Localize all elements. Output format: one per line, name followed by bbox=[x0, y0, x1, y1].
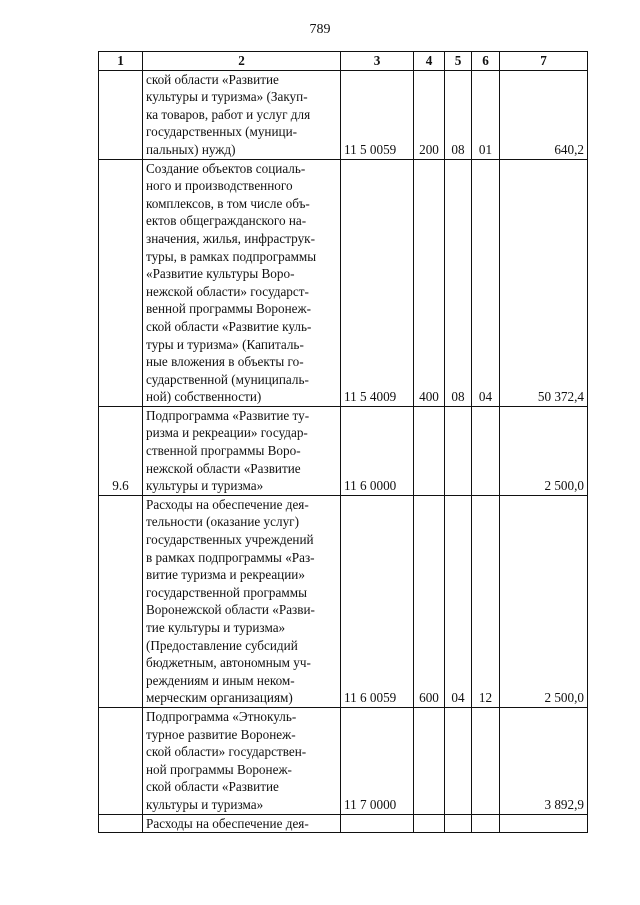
section-code: 08 bbox=[445, 70, 472, 159]
description-line: ектов общегражданского на- bbox=[146, 213, 307, 229]
description-line: государственных учреждений bbox=[146, 532, 314, 548]
description-line: туры, в рамках подпрограммы bbox=[146, 248, 317, 264]
subsection-code bbox=[472, 814, 500, 833]
description-line: бюджетным, автономным уч- bbox=[146, 655, 311, 671]
column-header-5: 5 bbox=[445, 52, 472, 71]
row-description bbox=[143, 159, 341, 406]
table-row bbox=[99, 159, 588, 406]
description-line: значения, жилья, инфраструк- bbox=[146, 230, 315, 246]
section-code bbox=[445, 814, 472, 833]
budget-table bbox=[98, 51, 588, 833]
row-description bbox=[143, 814, 341, 833]
target-article-code: 11 5 0059 bbox=[341, 70, 414, 159]
description-line: в рамках подпрограммы «Раз- bbox=[146, 549, 315, 565]
description-line: ской области «Развитие bbox=[146, 71, 279, 87]
table-row bbox=[99, 814, 588, 833]
description-line: туры и туризма» (Капиталь- bbox=[146, 336, 304, 352]
column-header-6: 6 bbox=[472, 52, 500, 71]
description-line: мерческим организациям) bbox=[146, 690, 293, 706]
description-line: нежской области «Развитие bbox=[146, 460, 301, 476]
row-number: 9.6 bbox=[99, 406, 143, 495]
description-line: турное развитие Воронеж- bbox=[146, 726, 296, 742]
amount-value: 2 500,0 bbox=[500, 406, 588, 495]
row-description bbox=[143, 707, 341, 814]
expense-type-code: 600 bbox=[414, 495, 445, 707]
description-line: реждениям и иным неком- bbox=[146, 672, 295, 688]
description-line: «Развитие культуры Воро- bbox=[146, 266, 295, 282]
row-number bbox=[99, 707, 143, 814]
description-line: ные вложения в объекты го- bbox=[146, 354, 304, 370]
target-article-code: 11 6 0059 bbox=[341, 495, 414, 707]
column-header-7: 7 bbox=[500, 52, 588, 71]
amount-value: 50 372,4 bbox=[500, 159, 588, 406]
description-line: культуры и туризма» bbox=[146, 796, 264, 812]
description-line: Создание объектов социаль- bbox=[146, 160, 306, 176]
description-line: пальных) нужд) bbox=[146, 141, 236, 157]
amount-value bbox=[500, 814, 588, 833]
description-line: ризма и рекреации» государ- bbox=[146, 425, 308, 441]
description-line: комплексов, в том числе объ- bbox=[146, 195, 310, 211]
target-article-code bbox=[341, 814, 414, 833]
column-header-2: 2 bbox=[143, 52, 341, 71]
table-body bbox=[99, 70, 588, 833]
section-code bbox=[445, 406, 472, 495]
page-number: 789 bbox=[309, 22, 331, 37]
description-line: тельности (оказание услуг) bbox=[146, 514, 299, 530]
description-line: Воронежской области «Разви- bbox=[146, 602, 315, 618]
description-line: Расходы на обеспечение дея- bbox=[146, 496, 309, 512]
row-number bbox=[99, 814, 143, 833]
subsection-code: 04 bbox=[472, 159, 500, 406]
expense-type-code bbox=[414, 707, 445, 814]
amount-value: 2 500,0 bbox=[500, 495, 588, 707]
column-header-3: 3 bbox=[341, 52, 414, 71]
description-line: ка товаров, работ и услуг для bbox=[146, 106, 311, 122]
target-article-code: 11 5 4009 bbox=[341, 159, 414, 406]
table-row bbox=[99, 406, 588, 495]
description-line: ской области «Развитие bbox=[146, 779, 279, 795]
description-line: ской области» государствен- bbox=[146, 744, 307, 760]
description-line: ской области «Развитие куль- bbox=[146, 318, 312, 334]
description-line: ной программы Воронеж- bbox=[146, 761, 292, 777]
expense-type-code: 400 bbox=[414, 159, 445, 406]
row-description bbox=[143, 406, 341, 495]
table-row bbox=[99, 70, 588, 159]
expense-type-code bbox=[414, 814, 445, 833]
description-line: сударственной (муниципаль- bbox=[146, 371, 309, 387]
description-line: Подпрограмма «Развитие ту- bbox=[146, 407, 310, 423]
subsection-code bbox=[472, 406, 500, 495]
header-row bbox=[99, 52, 588, 71]
target-article-code: 11 6 0000 bbox=[341, 406, 414, 495]
description-line: Подпрограмма «Этнокуль- bbox=[146, 708, 297, 724]
subsection-code: 01 bbox=[472, 70, 500, 159]
row-number bbox=[99, 159, 143, 406]
table-row bbox=[99, 707, 588, 814]
description-line: витие туризма и рекреации» bbox=[146, 567, 305, 583]
section-code: 04 bbox=[445, 495, 472, 707]
expense-type-code: 200 bbox=[414, 70, 445, 159]
description-line: (Предоставление субсидий bbox=[146, 637, 298, 653]
subsection-code bbox=[472, 707, 500, 814]
description-line: тие культуры и туризма» bbox=[146, 620, 286, 635]
description-line: государственной программы bbox=[146, 584, 307, 600]
description-line: культуры и туризма» (Закуп- bbox=[146, 89, 308, 105]
row-description bbox=[143, 495, 341, 707]
row-number bbox=[99, 70, 143, 159]
amount-value: 3 892,9 bbox=[500, 707, 588, 814]
description-line: Расходы на обеспечение дея- bbox=[146, 815, 309, 831]
expense-type-code bbox=[414, 406, 445, 495]
description-line: ной) собственности) bbox=[146, 389, 262, 405]
subsection-code: 12 bbox=[472, 495, 500, 707]
table-row bbox=[99, 495, 588, 707]
column-header-4: 4 bbox=[414, 52, 445, 71]
amount-value: 640,2 bbox=[500, 70, 588, 159]
description-line: ного и производственного bbox=[146, 178, 293, 194]
row-description bbox=[143, 70, 341, 159]
row-number bbox=[99, 495, 143, 707]
target-article-code: 11 7 0000 bbox=[341, 707, 414, 814]
section-code bbox=[445, 707, 472, 814]
description-line: ственной программы Воро- bbox=[146, 443, 301, 459]
description-line: нежской области» государст- bbox=[146, 283, 309, 299]
section-code: 08 bbox=[445, 159, 472, 406]
description-line: культуры и туризма» bbox=[146, 478, 264, 494]
column-header-1: 1 bbox=[99, 52, 143, 71]
description-line: государственных (муници- bbox=[146, 124, 298, 140]
description-line: венной программы Воронеж- bbox=[146, 301, 312, 317]
